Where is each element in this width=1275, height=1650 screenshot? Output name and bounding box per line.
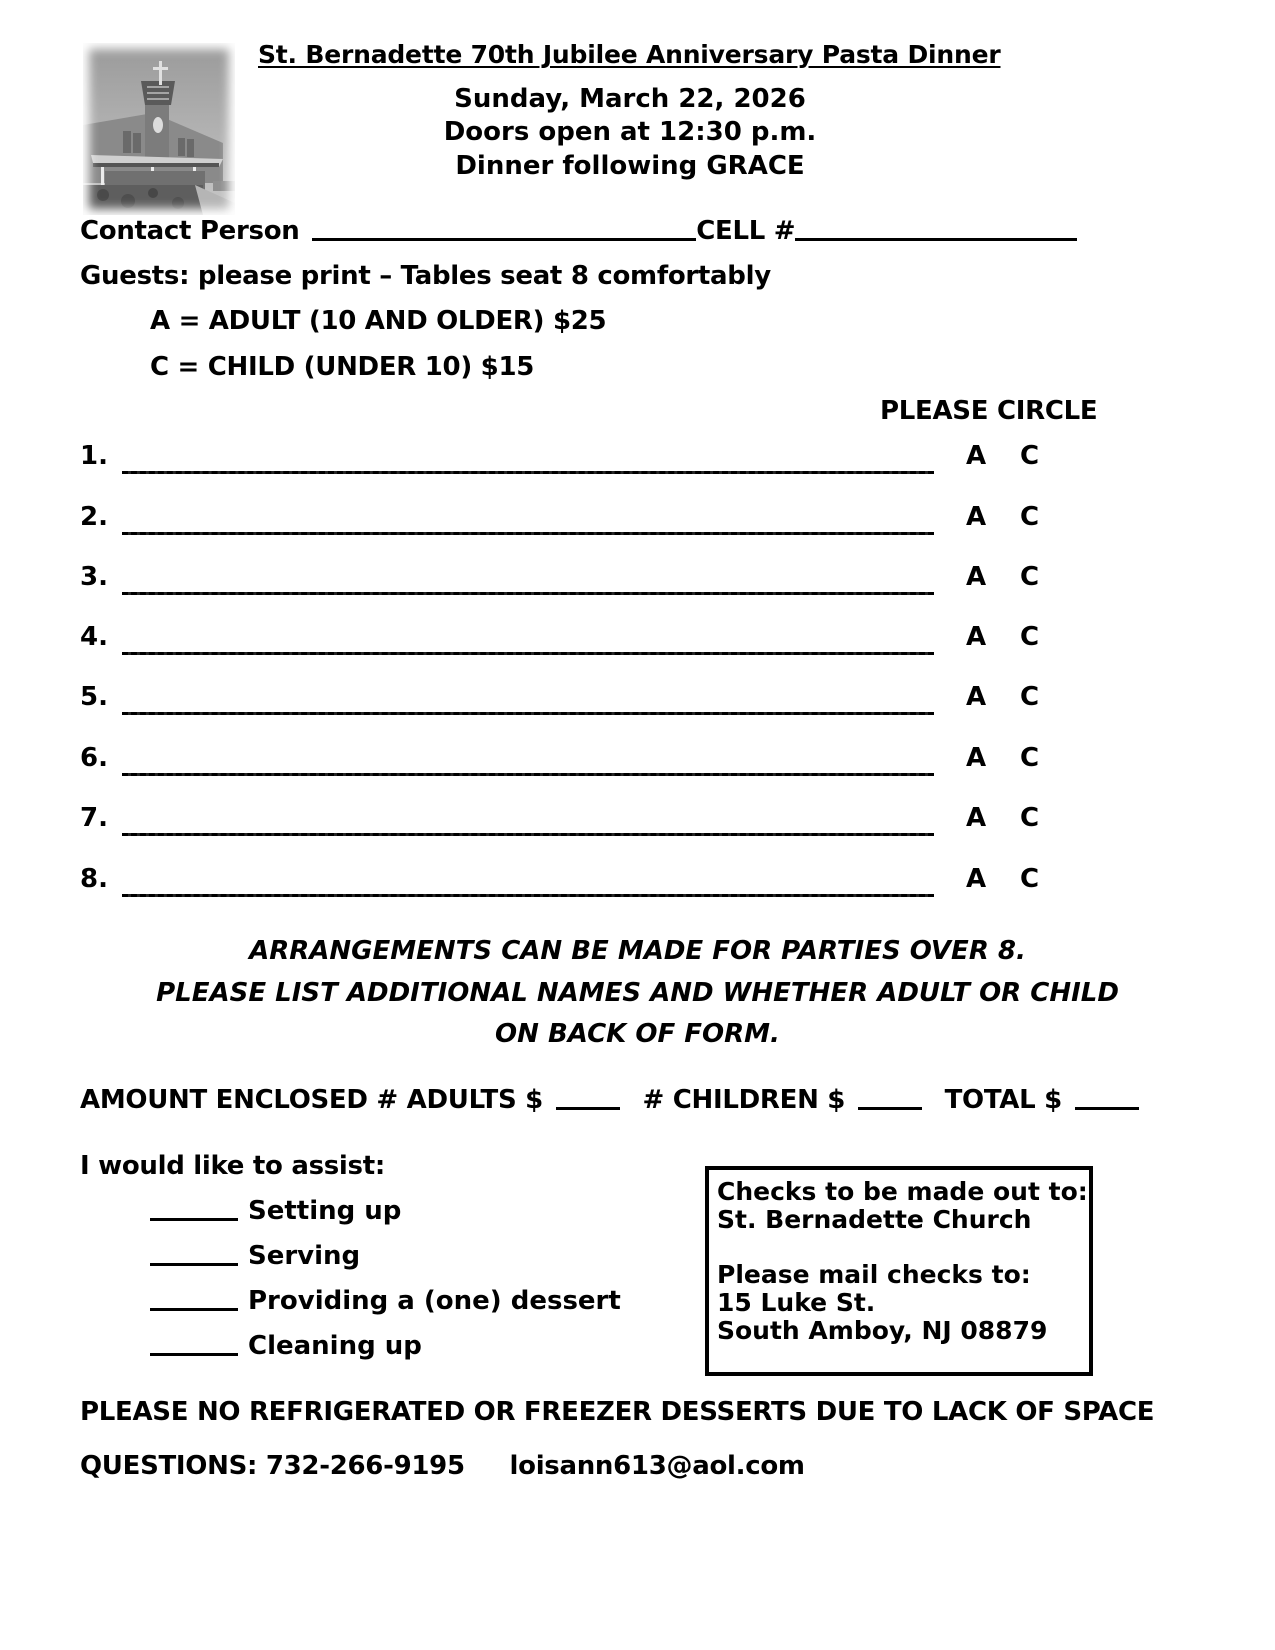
church-building-icon: [83, 43, 235, 215]
guest-name-field[interactable]: [122, 894, 934, 897]
guest-name-field[interactable]: [122, 592, 934, 595]
dessert-field[interactable]: [150, 1308, 238, 1311]
assist-item-serving: [150, 1241, 360, 1271]
adult-option[interactable]: A: [966, 682, 987, 712]
guest-number: 4.: [80, 622, 108, 652]
adult-option[interactable]: A: [966, 502, 987, 532]
guest-row: [80, 502, 1080, 542]
guest-row: [80, 743, 1080, 783]
cell-number-label: CELL #: [696, 216, 796, 246]
adult-option[interactable]: A: [966, 803, 987, 833]
church-photo: [83, 43, 235, 215]
guest-name-field[interactable]: [122, 532, 934, 535]
child-price: C = CHILD (UNDER 10) $15: [150, 352, 535, 382]
assist-item-label: Setting up: [248, 1196, 402, 1226]
checks-payee: St. Bernadette Church: [717, 1205, 1032, 1234]
guest-row: [80, 803, 1080, 843]
child-option[interactable]: C: [1020, 562, 1040, 592]
dinner-note: Dinner following GRACE: [455, 151, 805, 181]
mail-street: 15 Luke St.: [717, 1288, 876, 1317]
adult-option[interactable]: A: [966, 864, 987, 894]
cell-number-field[interactable]: [795, 238, 1077, 241]
contact-email[interactable]: loisann613@aol.com: [509, 1451, 805, 1481]
assist-heading: I would like to assist:: [80, 1151, 385, 1181]
serving-field[interactable]: [150, 1263, 238, 1266]
assist-item-label: Serving: [248, 1241, 361, 1271]
mail-city: South Amboy, NJ 08879: [717, 1316, 1048, 1345]
cleaning-up-field[interactable]: [150, 1353, 238, 1356]
guest-number: 3.: [80, 562, 108, 592]
guest-name-field[interactable]: [122, 773, 934, 776]
total-amount-field[interactable]: [1075, 1107, 1139, 1110]
checks-payable-heading: Checks to be made out to:: [717, 1177, 1088, 1206]
child-option[interactable]: C: [1020, 441, 1040, 471]
questions-phone: QUESTIONS: 732-266-9195: [80, 1451, 465, 1481]
assist-item-cleaning-up: [150, 1331, 422, 1361]
please-circle-header: PLEASE CIRCLE: [880, 396, 1098, 426]
guest-row: [80, 562, 1080, 602]
adults-amount-label: AMOUNT ENCLOSED # ADULTS $: [80, 1085, 543, 1115]
adult-option[interactable]: A: [966, 441, 987, 471]
child-option[interactable]: C: [1020, 682, 1040, 712]
event-title: St. Bernadette 70th Jubilee Anniversary Pasta Dinner: [258, 40, 1001, 69]
guest-row: [80, 622, 1080, 662]
assist-item-setting-up: [150, 1196, 401, 1226]
additional-names-note: PLEASE LIST ADDITIONAL NAMES AND WHETHER ADULT OR CHILD: [156, 978, 1119, 1008]
payment-info-box: [705, 1166, 1093, 1376]
guest-number: 5.: [80, 682, 108, 712]
assist-item-label: Cleaning up: [248, 1331, 422, 1361]
child-option[interactable]: C: [1020, 743, 1040, 773]
child-option[interactable]: C: [1020, 864, 1040, 894]
guest-number: 6.: [80, 743, 108, 773]
setting-up-field[interactable]: [150, 1218, 238, 1221]
contact-person-field[interactable]: [312, 238, 696, 241]
adults-amount-field[interactable]: [556, 1107, 620, 1110]
total-amount-label: TOTAL $: [944, 1085, 1062, 1115]
children-amount-label: # CHILDREN $: [642, 1085, 846, 1115]
guest-number: 7.: [80, 803, 108, 833]
event-date: Sunday, March 22, 2026: [454, 84, 806, 114]
adult-option[interactable]: A: [966, 622, 987, 652]
guest-row: [80, 864, 1080, 904]
questions-row: [80, 1451, 805, 1481]
child-option[interactable]: C: [1020, 622, 1040, 652]
assist-item-label: Providing a (one) dessert: [248, 1286, 621, 1316]
guest-number: 2.: [80, 502, 108, 532]
adult-option[interactable]: A: [966, 743, 987, 773]
guest-name-field[interactable]: [122, 471, 934, 474]
guest-number: 1.: [80, 441, 108, 471]
back-of-form-note: ON BACK OF FORM.: [495, 1019, 780, 1049]
guest-row: [80, 441, 1080, 481]
guest-name-field[interactable]: [122, 652, 934, 655]
contact-person-label: Contact Person: [80, 216, 300, 246]
guest-number: 8.: [80, 864, 108, 894]
adult-price: A = ADULT (10 AND OLDER) $25: [150, 306, 607, 336]
adult-option[interactable]: A: [966, 562, 987, 592]
guests-instructions: Guests: please print – Tables seat 8 comfortably: [80, 261, 771, 291]
doors-open-time: Doors open at 12:30 p.m.: [443, 117, 817, 147]
large-party-note: ARRANGEMENTS CAN BE MADE FOR PARTIES OVER 8.: [249, 936, 1026, 966]
mail-checks-heading: Please mail checks to:: [717, 1260, 1031, 1289]
children-amount-field[interactable]: [858, 1107, 922, 1110]
dessert-notice: PLEASE NO REFRIGERATED OR FREEZER DESSERTS DUE TO LACK OF SPACE: [80, 1397, 1155, 1427]
child-option[interactable]: C: [1020, 502, 1040, 532]
assist-item-dessert: [150, 1286, 621, 1316]
guest-name-field[interactable]: [122, 833, 934, 836]
contact-row: [80, 216, 1077, 246]
child-option[interactable]: C: [1020, 803, 1040, 833]
guest-name-field[interactable]: [122, 712, 934, 715]
guest-row: [80, 682, 1080, 722]
amount-enclosed-row: [80, 1085, 1139, 1115]
